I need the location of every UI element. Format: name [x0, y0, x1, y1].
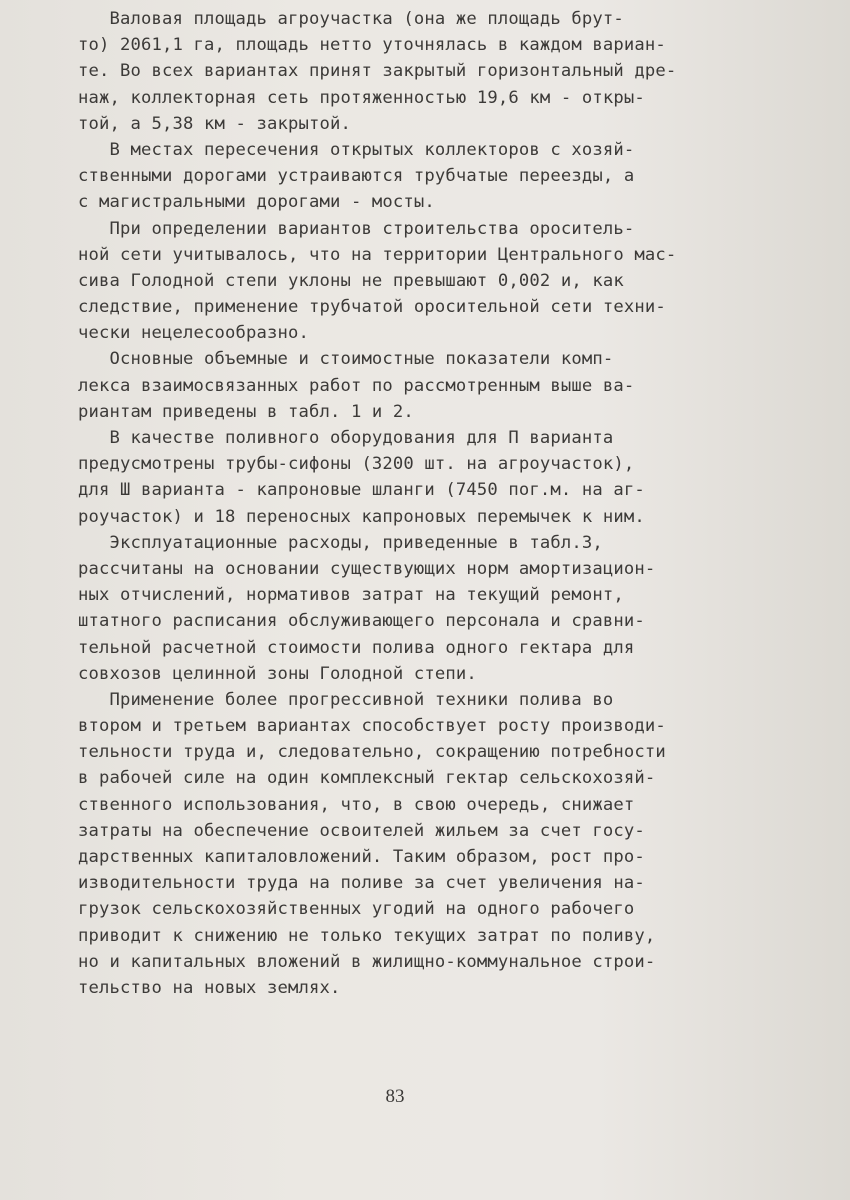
text-line: втором и третьем вариантах способствует росту производи-: [78, 716, 666, 737]
text-line: В местах пересечения открытых коллекторов с хозяй-: [78, 139, 635, 160]
text-line: дарственных капиталовложений. Таким образом, рост про-: [78, 847, 645, 867]
text-line: той, а 5,38 км - закрытой.: [78, 113, 351, 134]
text-line: ной сети учитывалось, что на территории Центрального мас-: [78, 244, 677, 265]
text-line: но и капитальных вложений в жилищно-коммунальное строи-: [78, 951, 656, 972]
text-line: Эксплуатационные расходы, приведенные в табл.3,: [78, 532, 603, 553]
text-line: Применение более прогрессивной техники полива во: [78, 689, 614, 710]
text-line: сива Голодной степи уклоны не превышают 0,002 и, как: [78, 270, 624, 291]
text-line: для Ш варианта - капроновые шланги (7450 пог.м. на аг-: [78, 480, 645, 501]
text-line: ственными дорогами устраиваются трубчатые переезды, а: [78, 166, 635, 187]
text-line: те. Во всех вариантах принят закрытый горизонтальный дре-: [78, 61, 677, 82]
text-line: грузок сельскохозяйственных угодий на одного рабочего: [78, 899, 635, 920]
page-number: 83: [385, 1086, 405, 1107]
text-line: Валовая площадь агроучастка (она же площадь брут-: [78, 9, 624, 29]
text-line: штатного расписания обслуживающего персонала и сравни-: [78, 611, 645, 632]
text-line: с магистральными дорогами - мосты.: [78, 192, 435, 213]
text-line: то) 2061,1 га, площадь нетто уточнялась в каждом вариан-: [78, 35, 666, 56]
text-line: тельности труда и, следовательно, сокращению потребности: [78, 742, 666, 763]
text-line: рассчитаны на основании существующих норм амортизацион-: [78, 558, 656, 579]
body-text: [78, 6, 778, 1001]
text-line: предусмотрены трубы-сифоны (3200 шт. на агроучасток),: [78, 454, 635, 475]
text-line: чески нецелесообразно.: [78, 323, 309, 344]
text-line: ственного использования, что, в свою очередь, снижает: [78, 794, 635, 815]
text-line: риантам приведены в табл. 1 и 2.: [78, 401, 414, 422]
text-line: тельство на новых землях.: [78, 977, 341, 998]
text-line: При определении вариантов строительства ороситель-: [78, 218, 635, 239]
text-line: наж, коллекторная сеть протяженностью 19,6 км - откры-: [78, 87, 645, 108]
text-line: ных отчислений, нормативов затрат на текущий ремонт,: [78, 585, 624, 606]
text-line: В качестве поливного оборудования для П варианта: [78, 428, 614, 448]
text-line: тельной расчетной стоимости полива одного гектара для: [78, 637, 635, 658]
text-line: следствие, применение трубчатой оросительной сети техни-: [78, 297, 666, 318]
text-line: лекса взаимосвязанных работ по рассмотренным выше ва-: [78, 375, 635, 396]
text-line: затраты на обеспечение освоителей жильем за счет госу-: [78, 820, 645, 841]
text-line: роучасток) и 18 переносных капроновых перемычек к ним.: [78, 506, 645, 527]
text-line: в рабочей силе на один комплексный гектар сельскохозяй-: [78, 768, 656, 789]
text-line: приводит к снижению не только текущих затрат по поливу,: [78, 925, 656, 946]
text-line: изводительности труда на поливе за счет увеличения на-: [78, 873, 645, 894]
text-line: Основные объемные и стоимостные показатели комп-: [78, 349, 614, 370]
text-line: совхозов целинной зоны Голодной степи.: [78, 663, 477, 684]
